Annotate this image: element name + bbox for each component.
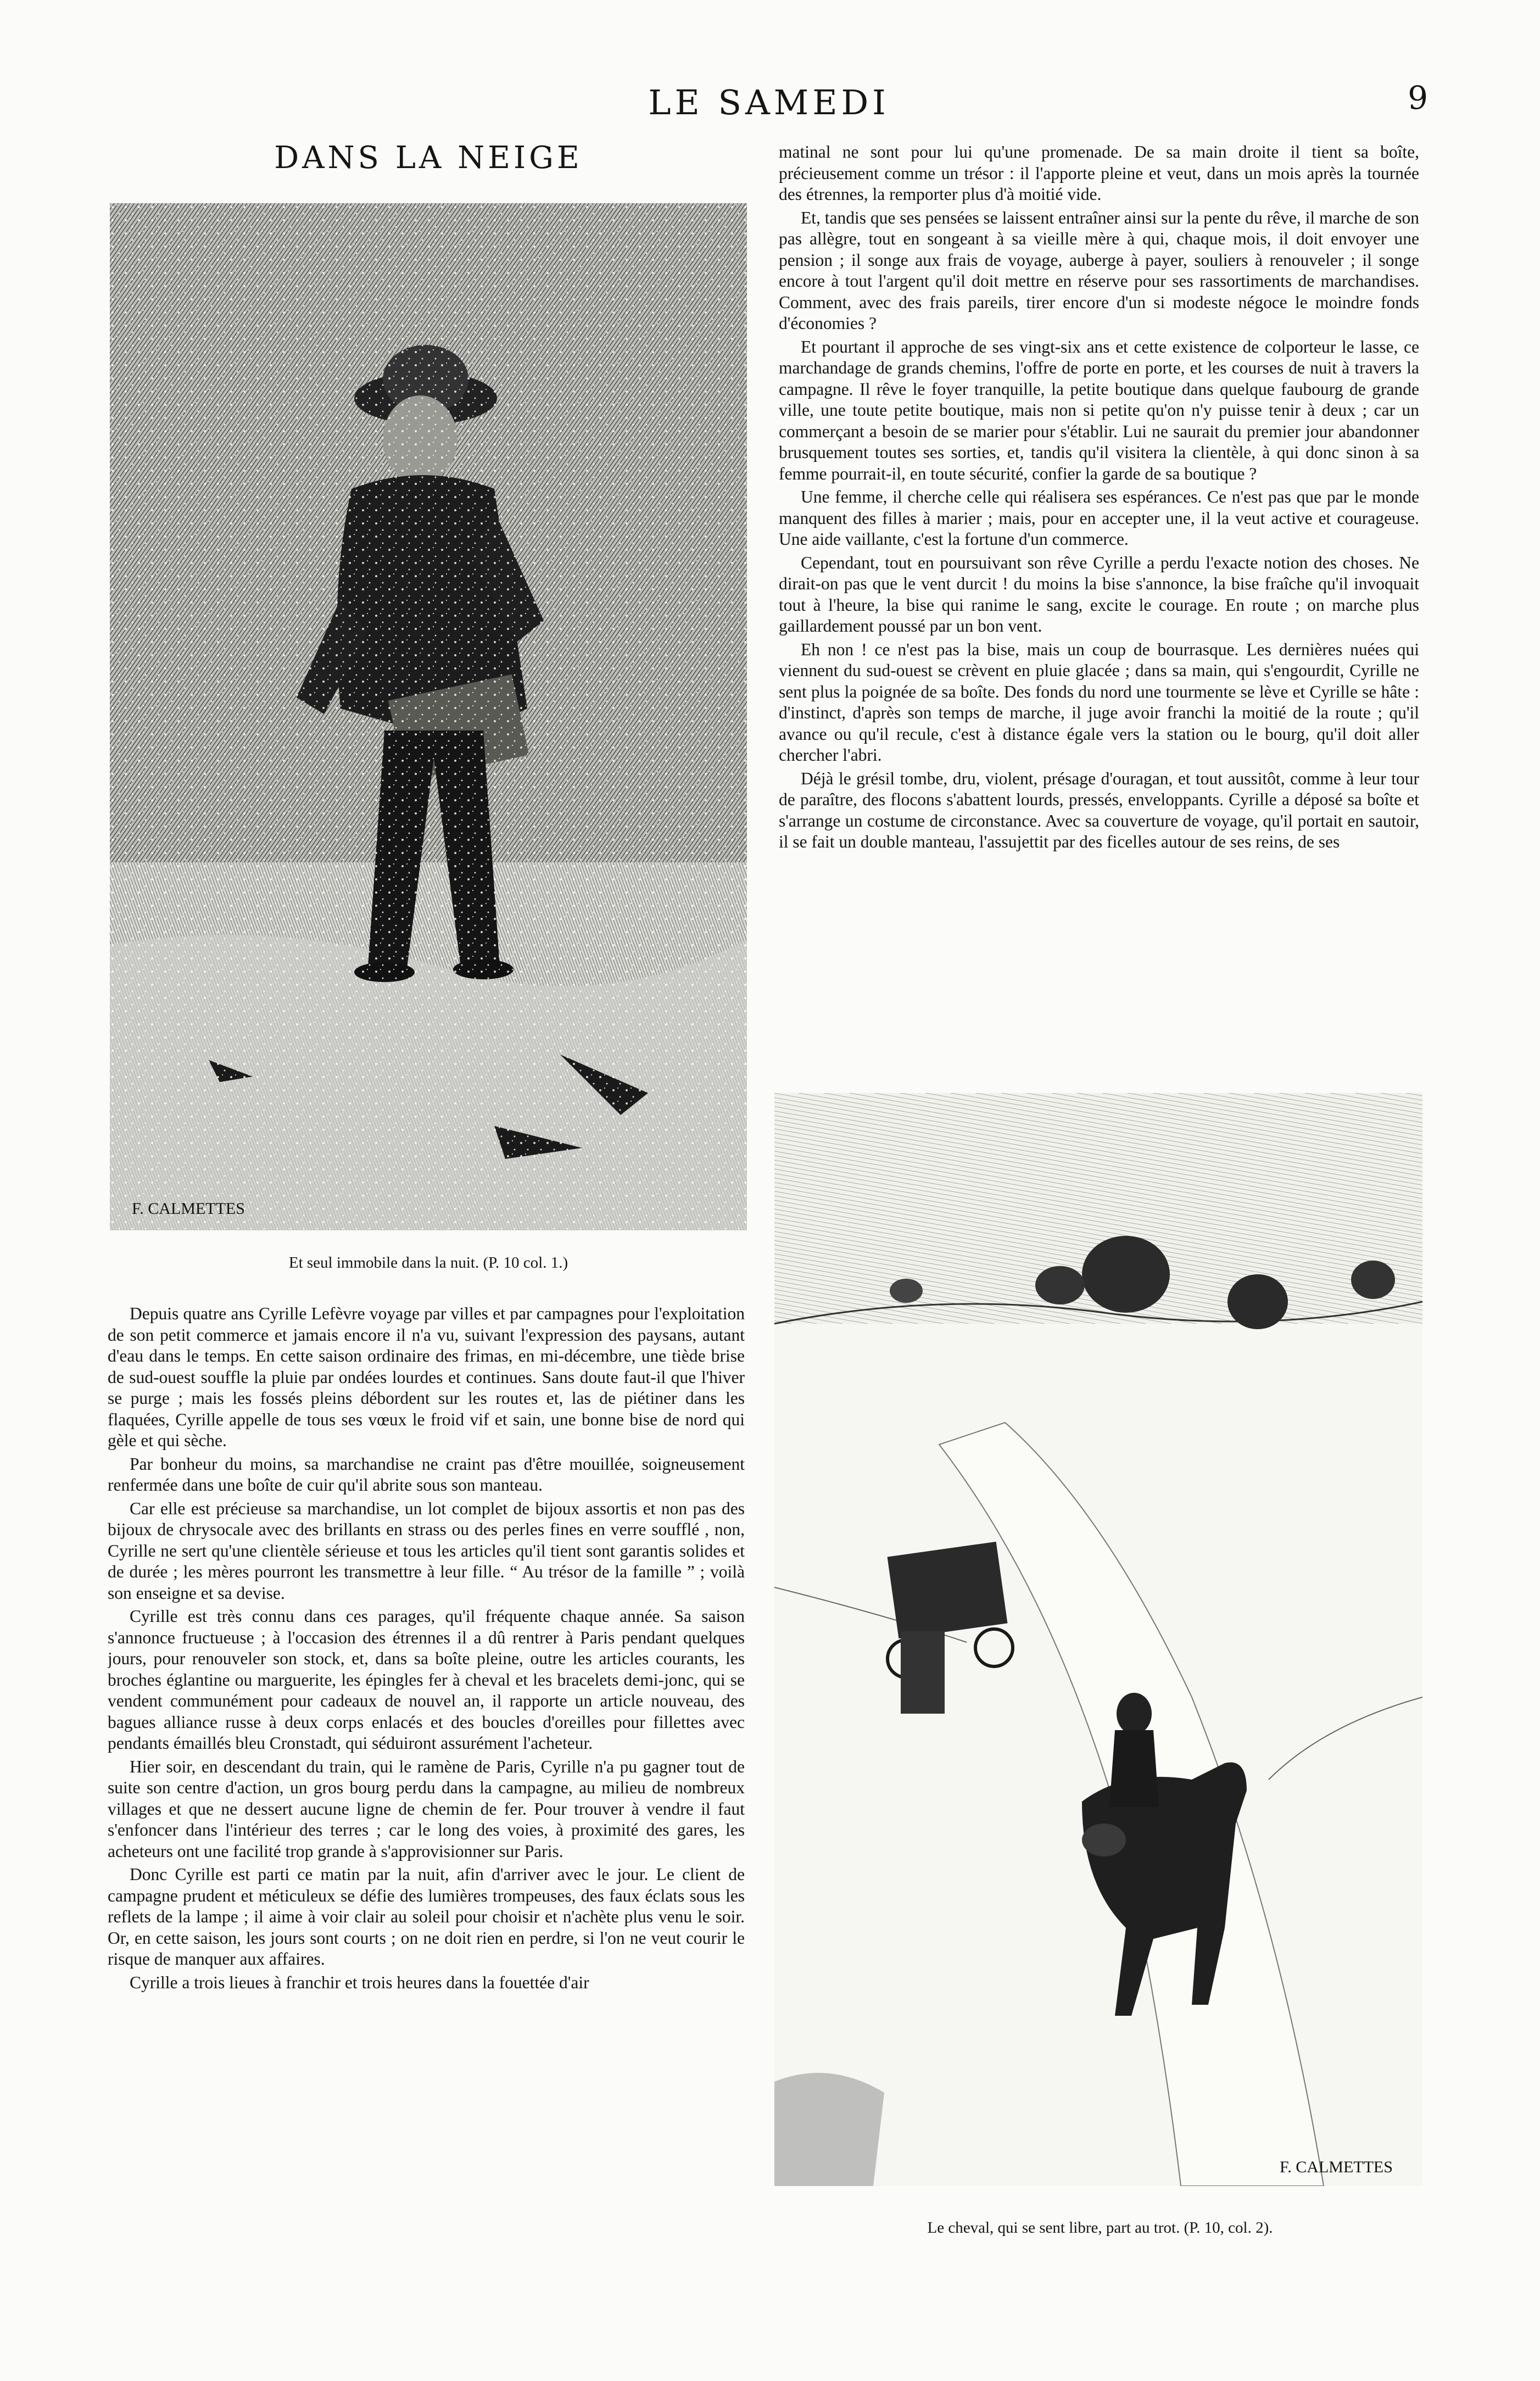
page-number: 9	[1408, 79, 1428, 116]
paragraph: Et pourtant il approche de ses vingt-six ans et cette existence de colporteur le lasse, ce marchandage de grands chemins, l'offre de porte en porte, et les courses de nuit à travers la campagne. Il rêve le foyer tranquille, la petite boutique dans quelque faubourg de grande ville, une toute petite boutique, mais non si petite qu'on n'y puisse tenir à deux ; car un commerçant a besoin de se marier pour s'établir. Lui ne saurait du premier jour abandonner brusquement toutes ses sorties, et, tandis qu'il visitera la clientèle, à qui donc sinon à sa femme pourrait-il, en toute sécurité, confier la garde de sa boutique ?	[779, 337, 1419, 483]
paragraph: Car elle est précieuse sa marchandise, un lot complet de bijoux assortis et non pas des bijoux de chrysocale avec des brillants en strass ou des perles fines en verre soufflé , non, Cyrille ne sert qu'une clientèle sérieuse et tous les articles qu'il tient sont garantis solides et de durée ; les mères pourront les transmettre à leur fille. “ Au trésor de la famille ” ; voilà son enseigne et sa devise.	[108, 1498, 745, 1603]
paragraph: Cyrille a trois lieues à franchir et trois heures dans la fouettée d'air	[130, 1972, 589, 1992]
paragraph: Cependant, tout en poursuivant son rêve Cyrille a perdu l'exacte notion des choses. Ne dirait-on pas que le vent durcit ! du moins la bise s'annonce, la bise fraîche qu'il invoquait tout à l'heure, la bise qui ranime le sang, excite le courage. En route ; on marche plus gaillardement poussé par un bon vent.	[779, 553, 1419, 635]
paragraph: Déjà le grésil tombe, dru, violent, présage d'ouragan, et tout aussitôt, comme à leur tour de paraître, des flocons s'abattent lourds, pressés, enveloppants. Cyrille a déposé sa boîte et s'arrange un costume de circonstance. Avec sa couverture de voyage, qu'il portait en sautoir, il se fait un double manteau, l'assujettit par des ficelles autour de ses reins, de ses	[779, 768, 1419, 851]
paragraph: Et, tandis que ses pensées se laissent entraîner ainsi sur la pente du rêve, il marche de son pas allègre, tout en songeant à sa vieille mère à qui, chaque mois, il doit envoyer une pension ; il songe aux frais de voyage, auberge à payer, souliers à renouveler ; il songe encore à tout l'argent qu'il doit mettre en réserve pour ses rassortiments de marchandises. Comment, avec des frais pareils, tirer encore d'un si modeste négoce le moindre fonds d'économies ?	[779, 208, 1419, 333]
article-right-column	[779, 142, 1419, 1084]
paragraph: Par bonheur du moins, sa marchandise ne craint pas d'être mouillée, soigneusement renfermée dans une boîte de cuir qu'il abrite sous son manteau.	[108, 1454, 745, 1495]
illustration-signature: F. CALMETTES	[132, 1200, 245, 1218]
section-title: DANS LA NEIGE	[274, 140, 583, 176]
paragraph: Cyrille est très connu dans ces parages, qu'il fréquente chaque année. Sa saison s'annonce fructueuse ; à l'occasion des étrennes il a dû rentrer à Paris pendant quelques jours, pour renouveler son stock, et, dans sa boîte pleine, outre les articles courants, les broches églantine ou marguerite, les épingles fer à cheval et les bracelets demi-jonc, qui se vendent communément pour cadeaux de nouvel an, il rapporte un article nouveau, des bagues alliance russe à deux corps enlacés et des boucles d'oreilles pour fillettes avec pendants émaillés bleu Cronstadt, qui séduiront assurément l'acheteur.	[108, 1607, 745, 1753]
engraving-snow-man	[110, 203, 747, 1230]
article-left-column	[108, 1303, 745, 2347]
paragraph: Une femme, il cherche celle qui réalisera ses espérances. Ce n'est pas que par le monde manquent des filles à marier ; mais, pour en accepter une, il la veut active et courageuse. Une aide vaillante, c'est la fortune d'un commerce.	[779, 487, 1419, 549]
paragraph: Donc Cyrille est parti ce matin par la nuit, afin d'arriver avec le jour. Le client de campagne prudent et méticuleux se défie des lumières trompeuses, des faux éclats sous les reflets de la lampe ; il aime à voir clair au soleil pour choisir et n'achète plus venu le soir. Or, en cette saison, les jours sont courts ; on ne doit rien en perdre, si l'on ne veut courir le risque de manquer aux affaires.	[108, 1865, 745, 1969]
engraving-horse-carriage	[774, 1093, 1422, 2186]
caption-horse-carriage: Le cheval, qui se sent libre, part au trot. (P. 10, col. 2).	[927, 2219, 1273, 2237]
paragraph: Hier soir, en descendant du train, qui le ramène de Paris, Cyrille n'a pu gagner tout de suite son centre d'action, un gros bourg perdu dans la campagne, au milieu de nombreux villages et que ne dessert aucune ligne de chemin de fer. Pour trouver à vendre il faut s'enfoncer dans l'intérieur des terres ; car le long des voies, à proximité des gares, les acheteurs ont une facilité trop grande à s'approvisionner sur Paris.	[108, 1757, 745, 1861]
illustration-signature: F. CALMETTES	[1280, 2158, 1393, 2176]
paragraph: matinal ne sont pour lui qu'une promenade. De sa main droite il tient sa boîte, précieusement comme un trésor : il l'apporte pleine et veut, dans un mois après la tournée des étrennes, la remporter plus d'à moitié vide.	[779, 142, 1419, 204]
illustration-snow-man	[110, 203, 747, 1230]
caption-snow-man: Et seul immobile dans la nuit. (P. 10 col. 1.)	[288, 1254, 568, 1272]
paragraph: Eh non ! ce n'est pas la bise, mais un coup de bourrasque. Les dernières nuées qui viennent du sud-ouest se crèvent en pluie glacée ; dans sa main, qui s'engourdit, Cyrille ne sent plus la poignée de sa boîte. Des fonds du nord une tourmente se lève et Cyrille se hâte : d'instinct, d'après son temps de marche, il juge avoir franchi la moitié de la route ; qu'il avance ou qu'il recule, c'est à distance égale vers la station ou le bourg, qu'il doit aller chercher l'abri.	[779, 639, 1419, 765]
page-header	[110, 79, 1428, 126]
illustration-horse-carriage	[774, 1093, 1422, 2186]
paragraph: Depuis quatre ans Cyrille Lefèvre voyage par villes et par campagnes pour l'exploitation de son petit commerce et jamais encore il n'a vu, suivant l'expression des paysans, autant d'eau dans le temps. En cette saison ordinaire des frimas, en mi-décembre, une tiède brise de sud-ouest souffle la pluie par ondées lourdes et continues. Sans doute faut-il que l'hiver se purge ; mais les fossés pleins débordent sur les routes et, las de piétiner dans les flaquées, Cyrille appelle de tous ses vœux le froid vif et sain, une bonne bise de nord qui gèle et qui sèche.	[108, 1304, 745, 1450]
journal-title: LE SAMEDI	[648, 82, 890, 122]
